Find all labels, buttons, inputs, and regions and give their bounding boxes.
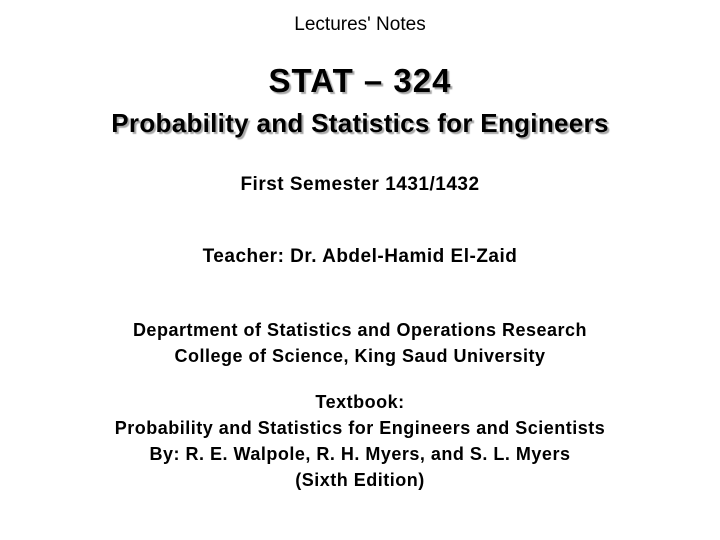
header-note: Lectures' Notes <box>294 14 426 35</box>
department-line: Department of Statistics and Operations Research <box>132 320 588 340</box>
teacher-text: Teacher: Dr. Abdel-Hamid El-Zaid <box>202 246 518 267</box>
textbook-block <box>0 389 720 493</box>
semester-text: First Semester 1431/1432 <box>240 174 480 195</box>
department-block <box>0 317 720 369</box>
textbook-heading: Textbook: <box>315 392 405 412</box>
textbook-edition: (Sixth Edition) <box>295 470 425 490</box>
course-code: STAT – 324 <box>268 62 452 99</box>
textbook-authors: By: R. E. Walpole, R. H. Myers, and S. L. Myers <box>149 444 571 464</box>
college-line: College of Science, King Saud University <box>174 346 546 366</box>
course-title: Probability and Statistics for Engineers <box>111 108 609 138</box>
textbook-title: Probability and Statistics for Engineers and Scientists <box>114 418 606 438</box>
